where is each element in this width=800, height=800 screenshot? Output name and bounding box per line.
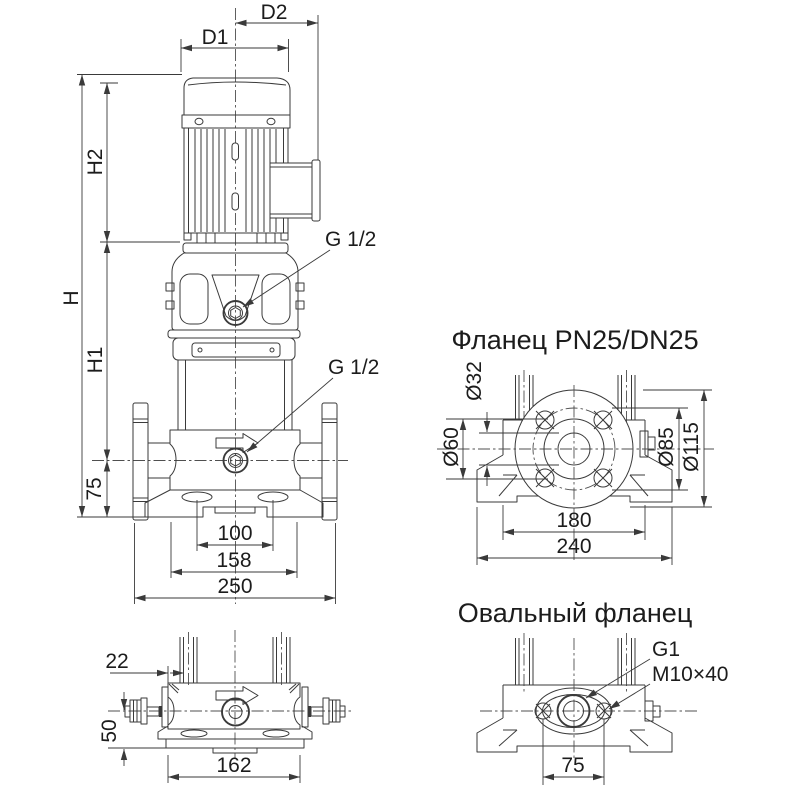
- lifting-slot: [232, 193, 239, 210]
- dim-label-75: 75: [83, 477, 106, 501]
- main-view: [60, 1, 379, 604]
- dim-label-50: 50: [98, 719, 121, 743]
- drain-plug: [222, 699, 249, 726]
- side-bottom-view: [98, 630, 352, 783]
- side-stud-left: [125, 687, 168, 727]
- dim-label-d32: Ø32: [463, 361, 486, 401]
- oval-view-title: Овальный фланец: [457, 598, 693, 628]
- dim-label-162: 162: [216, 754, 252, 777]
- nameplate: [192, 343, 280, 357]
- dim-label-h: H: [60, 290, 83, 306]
- flange-view-title: Фланец PN25/DN25: [451, 325, 699, 355]
- dim-label-h1: H1: [84, 346, 107, 374]
- dim-label-158: 158: [216, 549, 252, 572]
- dim-label-22: 22: [105, 650, 129, 673]
- dim-label-240: 240: [556, 535, 592, 558]
- head-window-right: [262, 274, 290, 324]
- dim-label-250: 250: [217, 575, 253, 598]
- flow-direction-arrow: [216, 434, 258, 453]
- stage-sleeve: [178, 360, 292, 430]
- label-g12-head: G 1/2: [325, 228, 377, 251]
- flange-view: [437, 325, 714, 565]
- dim-label-180: 180: [556, 509, 592, 532]
- side-stud-right: [302, 687, 345, 727]
- label-m10x40: M10×40: [652, 663, 729, 686]
- terminal-box-cover: [312, 160, 320, 221]
- motor: [182, 78, 320, 253]
- pump-base: [133, 403, 337, 520]
- oval-flange-view: [458, 598, 729, 785]
- dim-label-100: 100: [217, 522, 253, 545]
- flow-direction-arrow: [216, 687, 258, 705]
- lifting-slot: [232, 143, 239, 160]
- dim-label-75-oval: 75: [561, 754, 585, 777]
- head-window-left: [180, 274, 208, 324]
- mounting-slot: [263, 730, 289, 737]
- discharge-flange: [322, 403, 337, 520]
- dim-label-d1: D1: [201, 26, 229, 49]
- dim-label-h2: H2: [84, 148, 107, 176]
- dim-label-d85: Ø85: [655, 427, 678, 467]
- dim-label-d115: Ø115: [680, 422, 703, 472]
- pump-head: [166, 253, 304, 360]
- label-g1: G1: [652, 638, 681, 661]
- main-dimensions: [60, 1, 379, 604]
- label-g12-drain: G 1/2: [328, 356, 380, 379]
- dim-label-d2: D2: [260, 1, 288, 24]
- oval-columns: [516, 638, 636, 685]
- mounting-slot: [181, 730, 207, 737]
- dim-label-d60: Ø60: [440, 427, 463, 467]
- terminal-box: [270, 163, 312, 218]
